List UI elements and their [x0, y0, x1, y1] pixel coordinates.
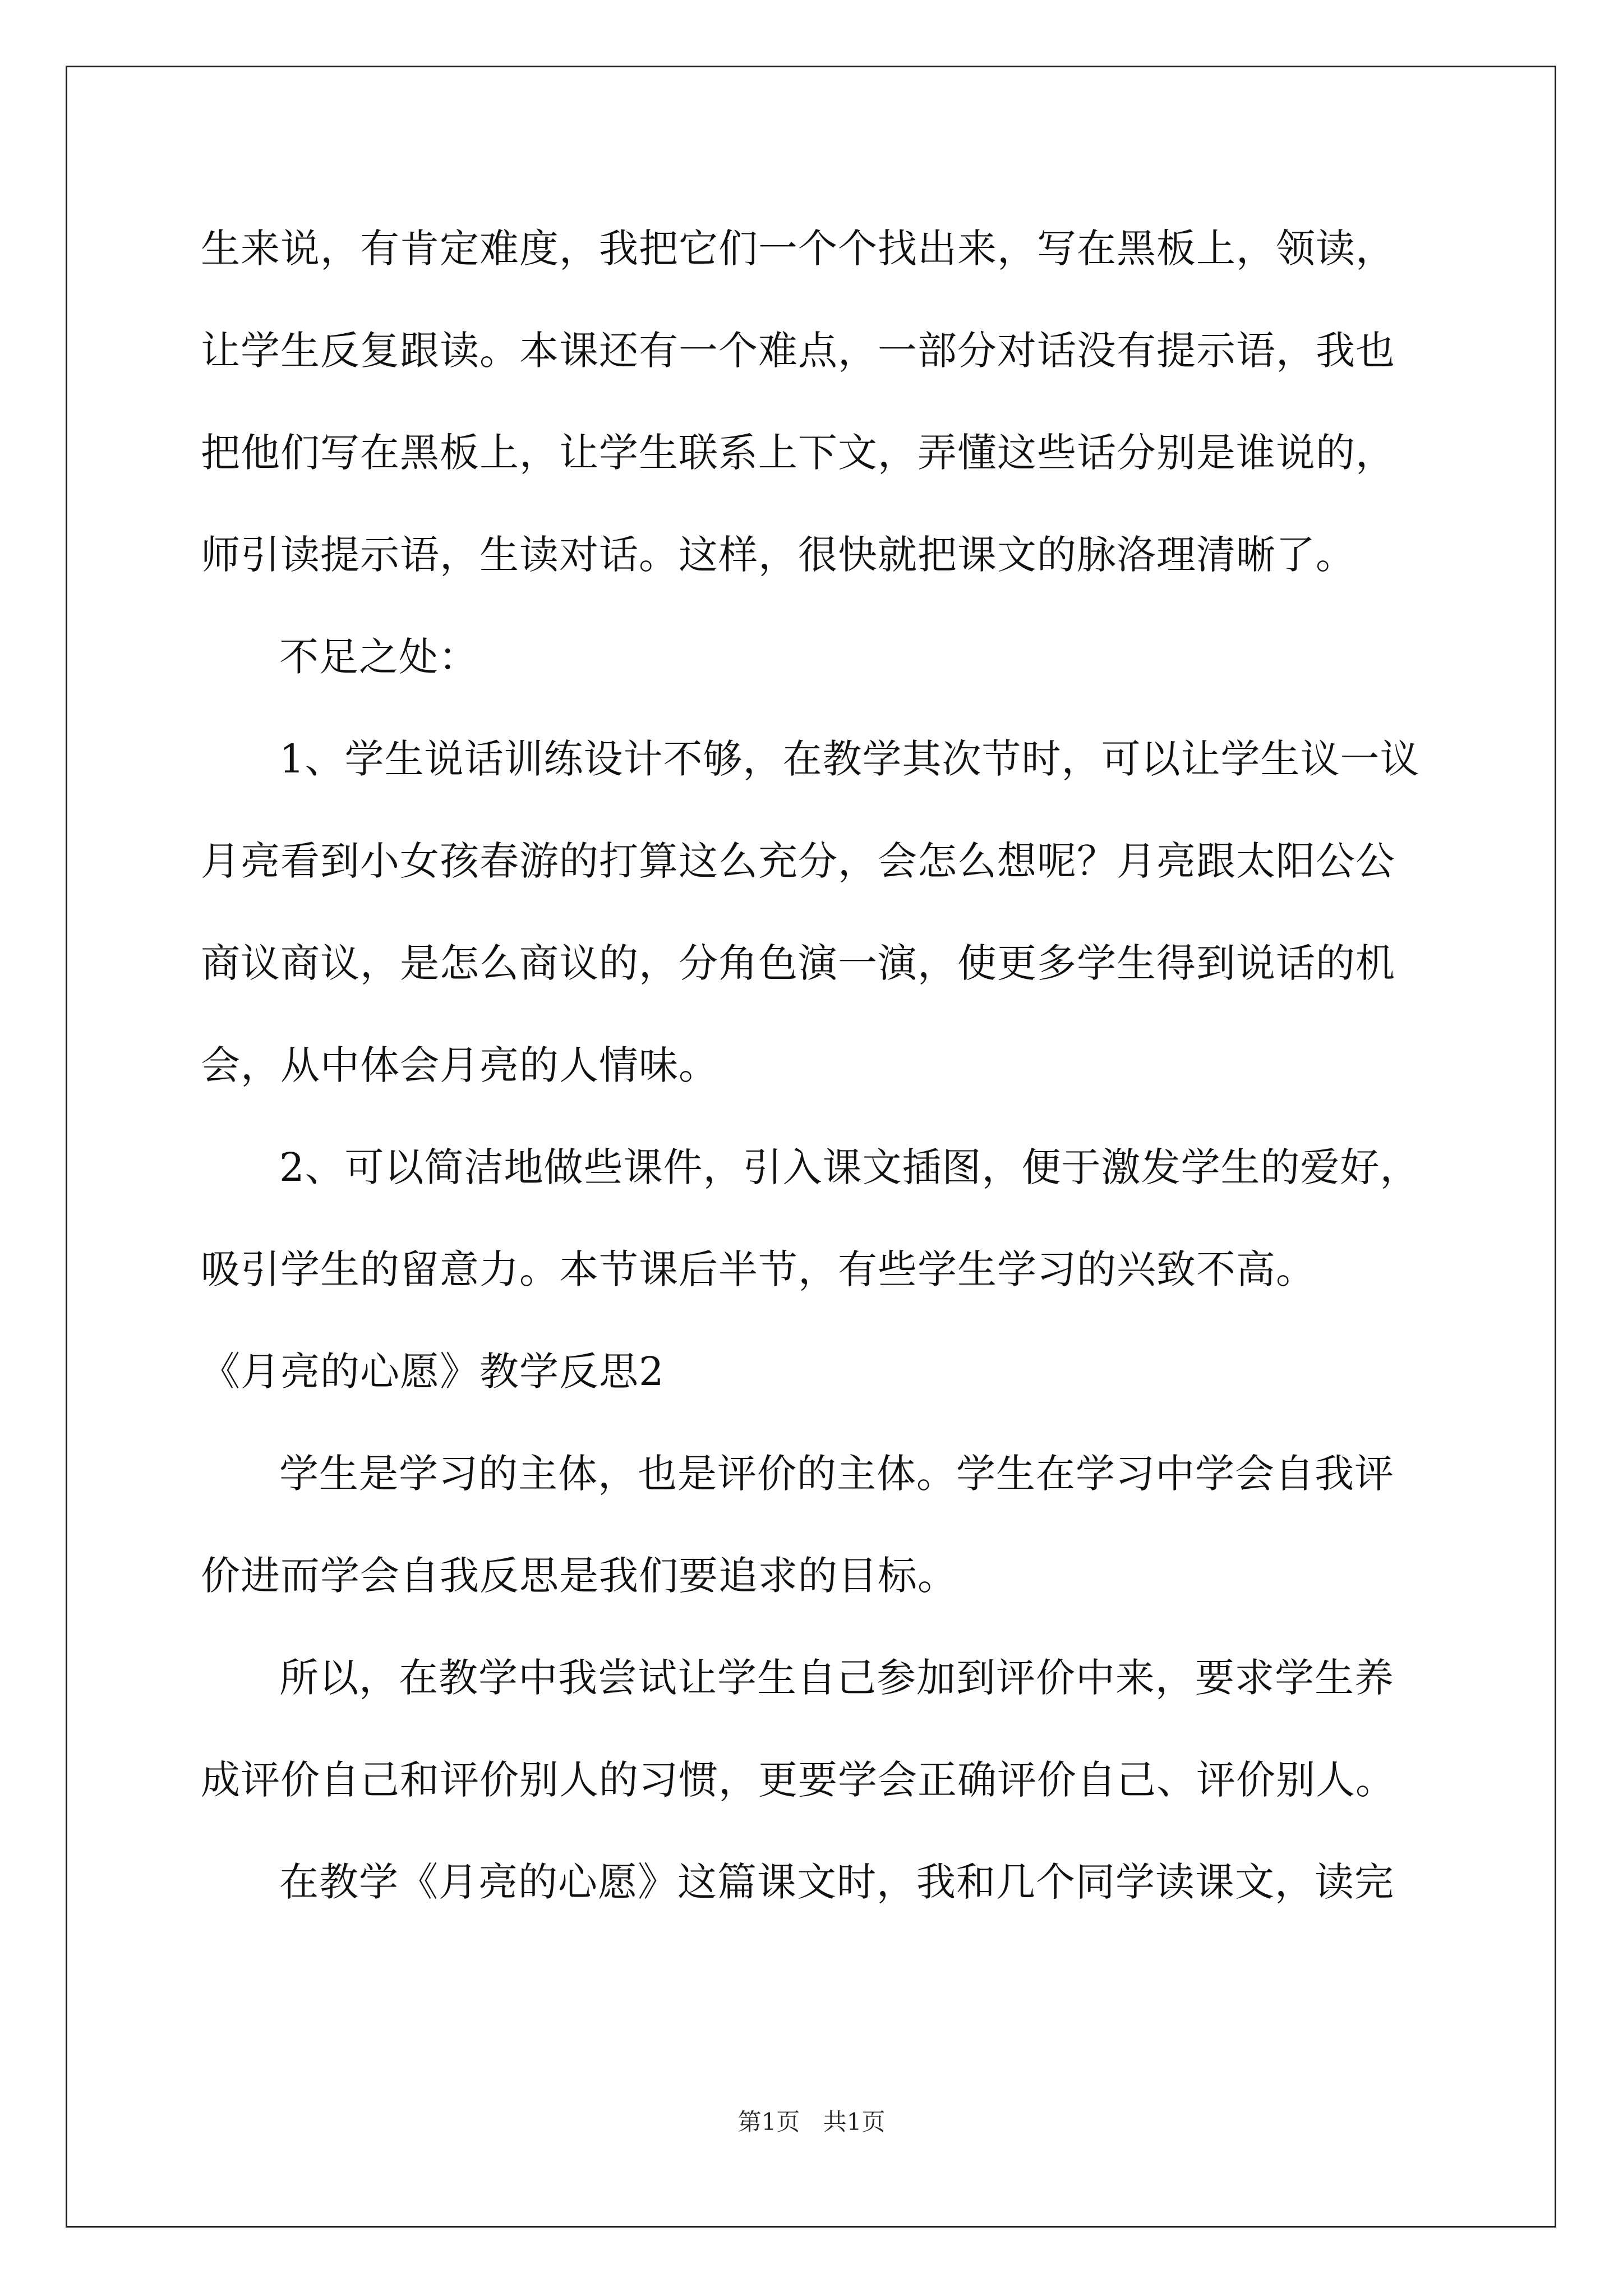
paragraph-line: 吸引学生的留意力。本节课后半节，有些学生学习的兴致不高。 [201, 1246, 1316, 1292]
page-footer [0, 2108, 1623, 2136]
paragraph-line: 在教学《月亮的心愿》这篇课文时，我和几个同学读课文，读完 [279, 1859, 1394, 1905]
paragraph-line: 1、学生说话训练设计不够，在教学其次节时，可以让学生议一议 [279, 736, 1420, 782]
paragraph-line: 师引读提示语，生读对话。这样，很快就把课文的脉洛理清晰了。 [201, 532, 1355, 578]
paragraph-line: 会，从中体会月亮的人情味。 [201, 1042, 718, 1088]
page-total: 共1页 [823, 2108, 886, 2136]
section-heading: 《月亮的心愿》教学反思2 [201, 1349, 665, 1395]
paragraph-line: 价进而学会自我反思是我们要追求的目标。 [201, 1553, 957, 1599]
paragraph-line: 商议商议，是怎么商议的，分角色演一演，使更多学生得到说话的机 [201, 940, 1395, 986]
paragraph-line: 让学生反复跟读。本课还有一个难点，一部分对话没有提示语，我也 [201, 328, 1395, 374]
paragraph-line: 2、可以简洁地做些课件，引入课文插图，便于激发学生的爱好， [279, 1144, 1420, 1190]
paragraph-line: 月亮看到小女孩春游的打算这么充分，会怎么想呢？月亮跟太阳公公 [201, 838, 1395, 884]
paragraph-line: 所以，在教学中我尝试让学生自己参加到评价中来，要求学生养 [279, 1655, 1394, 1701]
paragraph-line: 不足之处： [279, 634, 478, 680]
paragraph-line: 把他们写在黑板上，让学生联系上下文，弄懂这些话分别是谁说的， [201, 430, 1395, 476]
page-number: 第1页 [737, 2108, 800, 2136]
paragraph-line: 学生是学习的主体，也是评价的主体。学生在学习中学会自我评 [279, 1451, 1394, 1497]
paragraph-line: 成评价自己和评价别人的习惯，更要学会正确评价自己、评价别人。 [201, 1757, 1395, 1803]
paragraph-line: 生来说，有肯定难度，我把它们一个个找出来，写在黑板上，领读， [201, 226, 1395, 272]
